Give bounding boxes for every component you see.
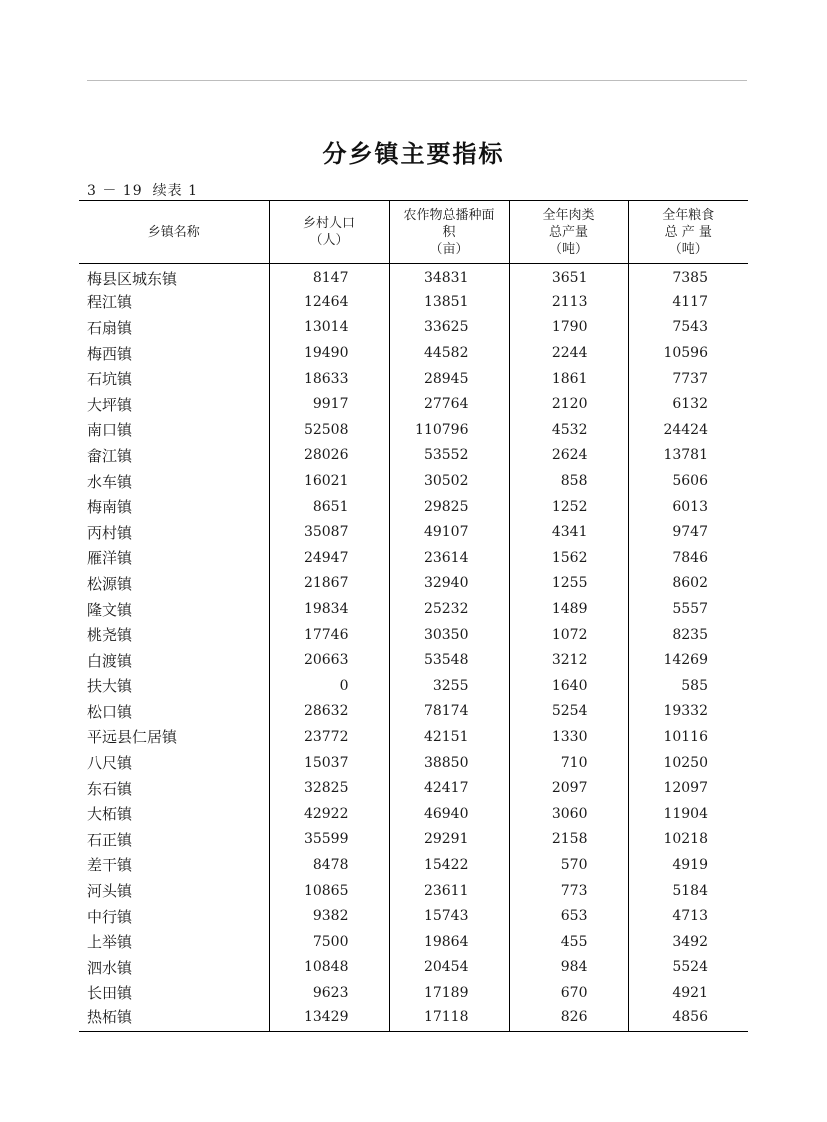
rural-population-cell: 35087	[269, 519, 389, 545]
town-name-cell: 河头镇	[87, 882, 133, 901]
table-row	[79, 315, 748, 341]
top-rule	[87, 80, 747, 81]
town-name-cell: 石坑镇	[87, 370, 133, 389]
sown-area-cell: 19864	[389, 929, 509, 955]
town-name-cell: 桃尧镇	[87, 626, 133, 645]
town-name-cell: 长田镇	[87, 984, 133, 1003]
town-name-cell: 八尺镇	[87, 754, 133, 773]
town-name-cell: 梅西镇	[87, 344, 133, 363]
grain-output-cell: 7846	[628, 545, 748, 571]
table-row	[79, 340, 748, 366]
rural-population-cell: 16021	[269, 468, 389, 494]
rural-population-cell: 10865	[269, 878, 389, 904]
sown-area-cell: 78174	[389, 699, 509, 725]
sown-area-cell: 15743	[389, 903, 509, 929]
town-name-cell: 上举镇	[87, 933, 133, 952]
table-row	[79, 366, 748, 392]
town-name-cell: 南口镇	[87, 421, 133, 440]
table-row	[79, 699, 748, 725]
header-grain-output	[628, 201, 748, 264]
meat-output-cell: 1790	[509, 315, 628, 341]
header-population-line-1: 乡村人口	[302, 216, 355, 231]
table-row	[79, 647, 748, 673]
grain-output-cell: 4117	[628, 289, 748, 315]
grain-output-cell: 14269	[628, 647, 748, 673]
rural-population-cell: 12464	[269, 289, 389, 315]
rural-population-cell: 52508	[269, 417, 389, 443]
table-row	[79, 980, 748, 1006]
header-meat-output-line-3: （吨）	[548, 241, 588, 257]
town-name-cell: 梅南镇	[87, 498, 133, 517]
rural-population-cell: 32825	[269, 775, 389, 801]
meat-output-cell: 670	[509, 980, 628, 1006]
town-name-cell: 泗水镇	[87, 958, 133, 977]
header-sown-area-line-1: 农作物总播种面	[403, 207, 495, 223]
table-body	[79, 264, 748, 1032]
meat-output-cell: 2113	[509, 289, 628, 315]
grain-output-cell: 5606	[628, 468, 748, 494]
rural-population-cell: 19490	[269, 340, 389, 366]
town-name-cell: 石正镇	[87, 830, 133, 849]
header-grain-output-line-1: 全年粮食	[662, 207, 715, 223]
town-name-cell: 石扇镇	[87, 318, 133, 337]
table-row	[79, 571, 748, 597]
meat-output-cell: 984	[509, 955, 628, 981]
town-name-cell: 平远县仁居镇	[87, 728, 178, 747]
header-sown-area-line-2: 积	[442, 224, 456, 240]
town-name-cell: 白渡镇	[87, 651, 133, 670]
sown-area-cell: 3255	[389, 673, 509, 699]
meat-output-cell: 2120	[509, 391, 628, 417]
rural-population-cell: 9382	[269, 903, 389, 929]
grain-output-cell: 11904	[628, 801, 748, 827]
sown-area-cell: 25232	[389, 596, 509, 622]
meat-output-cell: 710	[509, 750, 628, 776]
town-name-cell: 松口镇	[87, 702, 133, 721]
grain-output-cell: 4921	[628, 980, 748, 1006]
meat-output-cell: 1330	[509, 724, 628, 750]
grain-output-cell: 12097	[628, 775, 748, 801]
header-sown-area	[389, 201, 509, 264]
grain-output-cell: 3492	[628, 929, 748, 955]
grain-output-cell: 10596	[628, 340, 748, 366]
sown-area-cell: 29291	[389, 827, 509, 853]
rural-population-cell: 13014	[269, 315, 389, 341]
header-population-line-2: （人）	[309, 233, 349, 248]
header-meat-output-line-1: 全年肉类	[542, 207, 595, 223]
sown-area-cell: 23611	[389, 878, 509, 904]
town-name-cell: 畲江镇	[87, 446, 133, 465]
indicators-table	[79, 200, 748, 1032]
table-row	[79, 955, 748, 981]
grain-output-cell: 5524	[628, 955, 748, 981]
rural-population-cell: 15037	[269, 750, 389, 776]
town-name-cell: 东石镇	[87, 779, 133, 798]
sown-area-cell: 110796	[389, 417, 509, 443]
sown-area-cell: 46940	[389, 801, 509, 827]
rural-population-cell: 8651	[269, 494, 389, 520]
grain-output-cell: 13781	[628, 443, 748, 469]
town-name-cell: 差干镇	[87, 856, 133, 875]
sown-area-cell: 38850	[389, 750, 509, 776]
header-town-label: 乡镇名称	[147, 224, 200, 240]
table-row	[79, 775, 748, 801]
sown-area-cell: 17118	[389, 1006, 509, 1032]
town-name-cell: 程江镇	[87, 293, 133, 312]
meat-output-cell: 3651	[509, 264, 628, 290]
table-row	[79, 264, 748, 290]
meat-output-cell: 1640	[509, 673, 628, 699]
sown-area-cell: 13851	[389, 289, 509, 315]
sown-area-cell: 49107	[389, 519, 509, 545]
table-row	[79, 391, 748, 417]
town-name-cell: 大坪镇	[87, 395, 133, 414]
town-name-cell: 丙村镇	[87, 523, 133, 542]
grain-output-cell: 10250	[628, 750, 748, 776]
table-row	[79, 903, 748, 929]
meat-output-cell: 3212	[509, 647, 628, 673]
table-row	[79, 545, 748, 571]
rural-population-cell: 23772	[269, 724, 389, 750]
grain-output-cell: 8602	[628, 571, 748, 597]
meat-output-cell: 1489	[509, 596, 628, 622]
table-row	[79, 801, 748, 827]
town-name-cell: 雁洋镇	[87, 549, 133, 568]
grain-output-cell: 4919	[628, 852, 748, 878]
rural-population-cell: 19834	[269, 596, 389, 622]
header-meat-output	[509, 201, 628, 264]
meat-output-cell: 570	[509, 852, 628, 878]
grain-output-cell: 24424	[628, 417, 748, 443]
rural-population-cell: 35599	[269, 827, 389, 853]
town-name-cell: 热柘镇	[79, 1006, 269, 1032]
town-name-cell: 扶大镇	[87, 677, 133, 696]
meat-output-cell: 858	[509, 468, 628, 494]
rural-population-cell: 13429	[269, 1006, 389, 1032]
grain-output-cell: 9747	[628, 519, 748, 545]
meat-output-cell: 2158	[509, 827, 628, 853]
town-name-cell: 水车镇	[87, 472, 133, 491]
grain-output-cell: 4856	[628, 1006, 748, 1032]
rural-population-cell: 0	[269, 673, 389, 699]
grain-output-cell: 7737	[628, 366, 748, 392]
table-row	[79, 827, 748, 853]
town-name-cell: 中行镇	[87, 907, 133, 926]
sown-area-cell: 53552	[389, 443, 509, 469]
header-grain-output-line-2: 总 产 量	[664, 224, 712, 240]
sown-area-cell: 30502	[389, 468, 509, 494]
meat-output-cell: 1562	[509, 545, 628, 571]
town-name-cell: 松源镇	[87, 574, 133, 593]
grain-output-cell: 5557	[628, 596, 748, 622]
header-grain-output-line-3: （吨）	[668, 241, 708, 257]
meat-output-cell: 4341	[509, 519, 628, 545]
grain-output-cell: 585	[628, 673, 748, 699]
grain-output-cell: 8235	[628, 622, 748, 648]
meat-output-cell: 826	[509, 1006, 628, 1032]
table-row	[79, 519, 748, 545]
grain-output-cell: 6132	[628, 391, 748, 417]
table-row	[79, 852, 748, 878]
grain-output-cell: 7385	[628, 264, 748, 290]
town-name-cell: 大柘镇	[87, 805, 133, 824]
rural-population-cell: 9917	[269, 391, 389, 417]
grain-output-cell: 6013	[628, 494, 748, 520]
rural-population-cell: 28026	[269, 443, 389, 469]
sown-area-cell: 15422	[389, 852, 509, 878]
sown-area-cell: 34831	[389, 264, 509, 290]
grain-output-cell: 10116	[628, 724, 748, 750]
sown-area-cell: 53548	[389, 647, 509, 673]
meat-output-cell: 2244	[509, 340, 628, 366]
grain-output-cell: 10218	[628, 827, 748, 853]
page-title: 分乡镇主要指标	[322, 140, 505, 168]
grain-output-cell: 4713	[628, 903, 748, 929]
rural-population-cell: 7500	[269, 929, 389, 955]
table-row	[79, 929, 748, 955]
meat-output-cell: 5254	[509, 699, 628, 725]
meat-output-cell: 1255	[509, 571, 628, 597]
rural-population-cell: 18633	[269, 366, 389, 392]
rural-population-cell: 21867	[269, 571, 389, 597]
rural-population-cell: 28632	[269, 699, 389, 725]
sown-area-cell: 23614	[389, 545, 509, 571]
table-row	[79, 878, 748, 904]
meat-output-cell: 1252	[509, 494, 628, 520]
rural-population-cell: 24947	[269, 545, 389, 571]
table-row	[79, 494, 748, 520]
header-town	[79, 201, 269, 264]
meat-output-cell: 1072	[509, 622, 628, 648]
sown-area-cell: 27764	[389, 391, 509, 417]
table-row	[79, 443, 748, 469]
table-row	[79, 417, 748, 443]
table-row	[79, 750, 748, 776]
sown-area-cell: 42151	[389, 724, 509, 750]
table-row	[79, 673, 748, 699]
rural-population-cell: 42922	[269, 801, 389, 827]
meat-output-cell: 1861	[509, 366, 628, 392]
rural-population-cell: 17746	[269, 622, 389, 648]
sown-area-cell: 33625	[389, 315, 509, 341]
meat-output-cell: 455	[509, 929, 628, 955]
sown-area-cell: 32940	[389, 571, 509, 597]
meat-output-cell: 2624	[509, 443, 628, 469]
rural-population-cell: 8478	[269, 852, 389, 878]
meat-output-cell: 653	[509, 903, 628, 929]
table-row	[79, 468, 748, 494]
town-name-cell: 梅县区城东镇	[87, 269, 178, 288]
sown-area-cell: 30350	[389, 622, 509, 648]
sown-area-cell: 29825	[389, 494, 509, 520]
table-number	[87, 180, 198, 200]
rural-population-cell: 20663	[269, 647, 389, 673]
table-row	[79, 289, 748, 315]
meat-output-cell: 3060	[509, 801, 628, 827]
header-meat-output-line-2: 总产量	[548, 224, 588, 240]
table-row	[79, 724, 748, 750]
rural-population-cell: 8147	[269, 264, 389, 290]
continued-label: 续表 1	[152, 183, 198, 199]
sown-area-cell: 44582	[389, 340, 509, 366]
header-sown-area-line-3: （亩）	[429, 241, 469, 257]
meat-output-cell: 2097	[509, 775, 628, 801]
table-row	[79, 596, 748, 622]
grain-output-cell: 19332	[628, 699, 748, 725]
sown-area-cell: 42417	[389, 775, 509, 801]
meat-output-cell: 4532	[509, 417, 628, 443]
table-header-row	[79, 201, 748, 264]
meat-output-cell: 773	[509, 878, 628, 904]
table-row	[79, 622, 748, 648]
sown-area-cell: 20454	[389, 955, 509, 981]
grain-output-cell: 7543	[628, 315, 748, 341]
rural-population-cell: 10848	[269, 955, 389, 981]
rural-population-cell: 9623	[269, 980, 389, 1006]
town-name-cell: 隆文镇	[87, 600, 133, 619]
header-population	[269, 201, 389, 264]
table-row	[79, 1006, 748, 1032]
table-number-label: 3 － 19	[87, 183, 143, 199]
grain-output-cell: 5184	[628, 878, 748, 904]
sown-area-cell: 17189	[389, 980, 509, 1006]
sown-area-cell: 28945	[389, 366, 509, 392]
